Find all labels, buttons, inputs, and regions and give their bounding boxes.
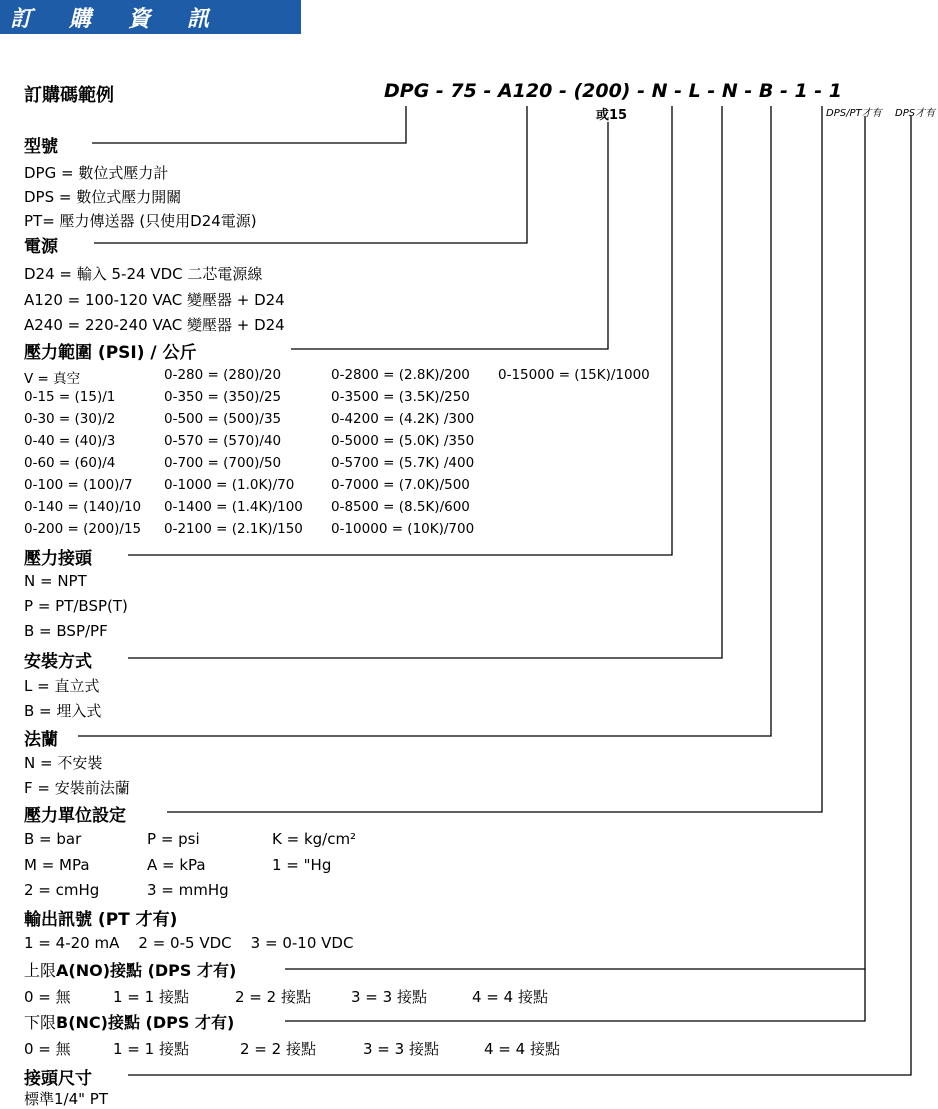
unit-r1-c2: P = psi: [147, 830, 200, 848]
range-cell-c2-r6: 0-1000 = (1.0K)/70: [164, 477, 295, 493]
lower-heading-bold: B(NC): [56, 1013, 108, 1032]
example-label: 訂購碼範例: [24, 85, 114, 106]
lower-heading: [24, 1010, 234, 1033]
range-cell-c1-r5: 0-60 = (60)/4: [24, 455, 116, 471]
lower-item-0: 0 = 無: [24, 1040, 71, 1058]
range-cell-c1-r3: 0-30 = (30)/2: [24, 411, 116, 427]
model-line-1: DPG = 數位式壓力計: [24, 164, 169, 182]
unit-r1-c1: B = bar: [24, 830, 82, 848]
connector-model: [92, 106, 406, 143]
lower-item-4: 4 = 4 接點: [484, 1040, 560, 1058]
power-heading: 電源: [24, 237, 58, 257]
unit-r2-c3: 1 = "Hg: [272, 856, 332, 874]
unit-r1-c3: K = kg/cm²: [272, 830, 357, 848]
upper-heading-post: 接點 (DPS 才有): [110, 961, 237, 980]
upper-item-1: 1 = 1 接點: [113, 988, 189, 1006]
connector-upper: [285, 116, 865, 969]
range-cell-c1-r2: 0-15 = (15)/1: [24, 389, 116, 405]
unit-heading: 壓力單位設定: [24, 806, 126, 826]
fitting-heading: 接頭尺寸: [24, 1069, 92, 1089]
range-heading: 壓力範圍 (PSI) / 公斤: [24, 343, 197, 363]
model-line-3: PT= 壓力傳送器 (只使用D24電源): [24, 212, 257, 230]
lower-item-1: 1 = 1 接點: [113, 1040, 189, 1058]
output-line: 1 = 4-20 mA 2 = 0-5 VDC 3 = 0-10 VDC: [24, 934, 354, 952]
connection-heading: 壓力接頭: [24, 549, 92, 569]
range-cell-c2-r4: 0-570 = (570)/40: [164, 433, 282, 449]
range-cell-c1-r8: 0-200 = (200)/15: [24, 521, 142, 537]
range-cell-c2-r8: 0-2100 = (2.1K)/150: [164, 521, 303, 537]
flange-line-1: N = 不安裝: [24, 754, 103, 772]
note-dps: DPS才有: [895, 108, 936, 119]
upper-heading-pre: 上限: [24, 961, 57, 980]
upper-heading-bold: A(NO): [56, 961, 111, 980]
upper-item-0: 0 = 無: [24, 988, 71, 1006]
flange-heading: 法蘭: [24, 730, 58, 750]
output-heading: 輸出訊號 (PT 才有): [24, 910, 178, 930]
upper-item-4: 4 = 4 接點: [472, 988, 548, 1006]
lower-heading-post: 接點 (DPS 才有): [107, 1013, 235, 1032]
lower-item-2: 2 = 2 接點: [240, 1040, 316, 1058]
fitting-line: 標準1/4" PT: [24, 1090, 109, 1108]
range-cell-c2-r7: 0-1400 = (1.4K)/100: [164, 499, 303, 515]
upper-item-2: 2 = 2 接點: [235, 988, 311, 1006]
range-cell-c3-r7: 0-8500 = (8.5K)/600: [331, 499, 470, 515]
mount-heading: 安裝方式: [24, 652, 92, 672]
connector-fitting: [128, 116, 911, 1075]
range-cell-c1-r6: 0-100 = (100)/7: [24, 477, 133, 493]
range-cell-c4-r1: 0-15000 = (15K)/1000: [498, 367, 650, 383]
connection-line-1: N = NPT: [24, 572, 87, 590]
lower-heading-pre: 下限: [24, 1013, 57, 1032]
upper-heading: [24, 958, 236, 981]
range-cell-c3-r4: 0-5000 = (5.0K) /350: [331, 433, 475, 449]
range-cell-c3-r6: 0-7000 = (7.0K)/500: [331, 477, 470, 493]
range-cell-c1-r1: V = 真空: [24, 371, 81, 387]
range-cell-c2-r5: 0-700 = (700)/50: [164, 455, 282, 471]
power-line-3: A240 = 220-240 VAC 變壓器 + D24: [24, 316, 285, 334]
unit-r3-c1: 2 = cmHg: [24, 881, 100, 899]
unit-r2-c1: M = MPa: [24, 856, 90, 874]
model-line-2: DPS = 數位式壓力開關: [24, 188, 182, 206]
range-cell-c2-r1: 0-280 = (280)/20: [164, 367, 282, 383]
connector-range: [291, 122, 608, 349]
range-cell-c3-r2: 0-3500 = (3.5K)/250: [331, 389, 470, 405]
lower-item-3: 3 = 3 接點: [363, 1040, 439, 1058]
range-cell-c2-r3: 0-500 = (500)/35: [164, 411, 282, 427]
mount-line-1: L = 直立式: [24, 677, 100, 695]
flange-line-2: F = 安裝前法蘭: [24, 779, 130, 797]
connection-line-2: P = PT/BSP(T): [24, 597, 128, 615]
unit-r2-c2: A = kPa: [147, 856, 206, 874]
range-cell-c2-r2: 0-350 = (350)/25: [164, 389, 282, 405]
mount-line-2: B = 埋入式: [24, 702, 102, 720]
model-heading: 型號: [24, 137, 58, 157]
range-cell-c3-r3: 0-4200 = (4.2K) /300: [331, 411, 475, 427]
connection-line-3: B = BSP/PF: [24, 622, 108, 640]
range-cell-c3-r1: 0-2800 = (2.8K)/200: [331, 367, 470, 383]
note-dps-pt: DPS/PT才有: [826, 108, 882, 119]
upper-item-3: 3 = 3 接點: [351, 988, 427, 1006]
range-cell-c1-r7: 0-140 = (140)/10: [24, 499, 142, 515]
unit-r3-c2: 3 = mmHg: [147, 881, 229, 899]
power-line-2: A120 = 100-120 VAC 變壓器 + D24: [24, 291, 285, 309]
header-title: 訂購資訊: [10, 7, 247, 32]
example-code: DPG - 75 - A120 - (200) - N - L - N - B - 1 - 1: [384, 80, 842, 102]
range-cell-c1-r4: 0-40 = (40)/3: [24, 433, 116, 449]
range-cell-c3-r8: 0-10000 = (10K)/700: [331, 521, 475, 537]
alt-range-note: 或15: [596, 108, 628, 123]
range-cell-c3-r5: 0-5700 = (5.7K) /400: [331, 455, 475, 471]
power-line-1: D24 = 輸入 5-24 VDC 二芯電源線: [24, 265, 263, 283]
